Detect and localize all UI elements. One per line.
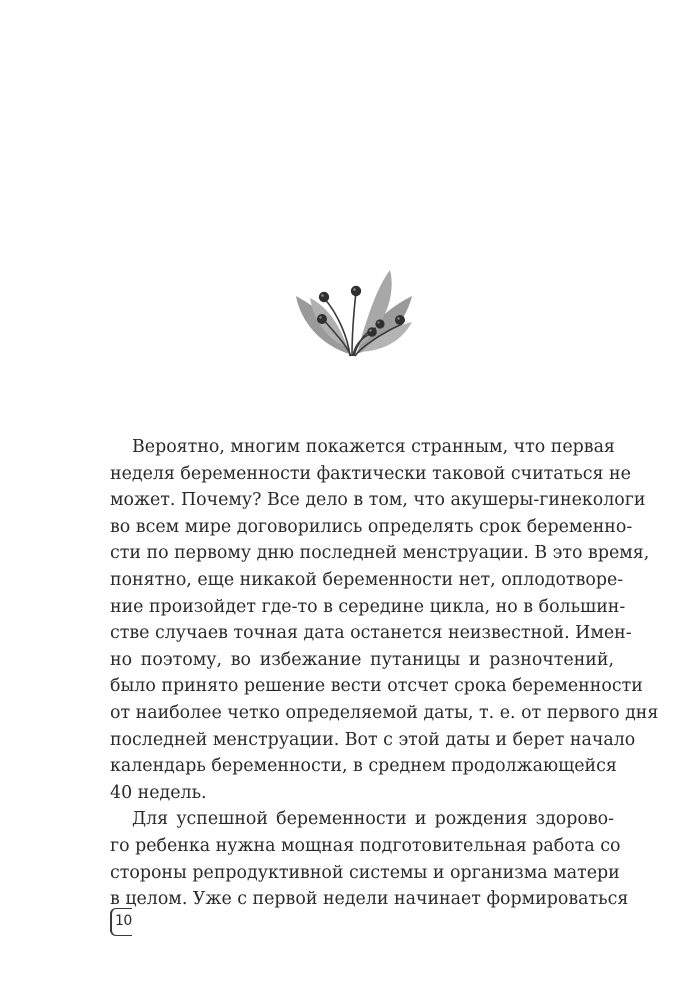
text-line: может. Почему? Все дело в том, что акушеры-гинекологи <box>110 490 646 511</box>
text-line: го ребенка нужна мощная подготовительная работа со <box>110 835 621 856</box>
text-line: от наиболее четко определяемой даты, т. е. от первого дня <box>110 702 659 723</box>
paragraph <box>110 806 629 912</box>
text-line: понятно, еще никакой беременности нет, оплодотворе- <box>110 569 624 590</box>
text-line: календарь беременности, в среднем продолжающейся <box>110 756 617 777</box>
text-line: последней менструации. Вот с этой даты и берет начало <box>110 729 636 750</box>
text-line: сти по первому дню последней менструации. В это время, <box>110 543 650 564</box>
text-line: во всем мире договорились определять срок беременно- <box>110 516 633 537</box>
text-line: но поэтому, во избежание путаницы и разночтений, <box>110 649 614 670</box>
text-line: в целом. Уже с первой недели начинает формироваться <box>110 889 629 910</box>
text-line: было принято решение вести отсчет срока беременности <box>110 676 643 697</box>
text-line: Вероятно, многим покажется странным, что первая <box>132 437 615 457</box>
floral-sprig-icon <box>288 262 420 362</box>
text-line: стве случаев точная дата останется неизвестной. Имен- <box>110 623 632 644</box>
paragraph <box>110 434 659 806</box>
text-line: неделя беременности фактически таковой считаться не <box>110 463 631 484</box>
body-text <box>110 434 659 913</box>
text-line: стороны репродуктивной системы и организма матери <box>110 862 620 883</box>
text-line: Для успешной беременности и рождения здорово- <box>132 809 614 830</box>
text-line: ние произойдет где-то в середине цикла, но в большин- <box>110 596 626 617</box>
text-line: 40 недель. <box>110 782 207 803</box>
page-number: 10 <box>110 908 132 936</box>
